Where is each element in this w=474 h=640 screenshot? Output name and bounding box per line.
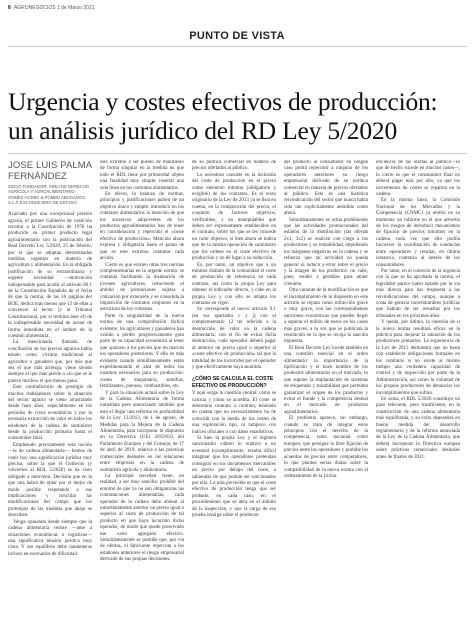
paragraph: El Real Decreto Ley incide también en una cuestión esencial en el orden alimentario: la importancia de la tipificación y el buen nombre de los productos alimentarios en el mercado, lo que supone la implantación de sistemas de etiquetado y trazabilidad que permitan garantizar el origen de los productos y evitar el fraude y la competencia desleal en el mercado de productos agroalimentarios.: [284, 345, 368, 415]
article-column-1: [8, 160, 92, 630]
publication-name: AGRONEGOCIOS: [13, 5, 56, 11]
paragraph: Venga opinando desde siempre que la cadena alimentaria resiste —ante a situaciones económicas o logísticas— una significativa tensión jurídica muy clara. Y ese equilibrio debe mantenerse incluso en escenarios de dificultad.: [8, 519, 92, 557]
headline-divider: [8, 153, 466, 154]
paragraph: Y aquí surge la cuestión central: cómo se calcula y cómo se acredita. El coste se determina contrato a contrato, teniendo en cuenta que no necesariamente ha de coincidir con la media de los costes de una explotación tipo, ni tampoco con índices oficiales o con datos estadísticos.: [192, 391, 276, 435]
paragraph: Empleando precisamente esta noción —la de cadena alimentaria— hemos de venir hoy una significación jurídica muy precisa, sobre la que el Gobierno (y volvemos al RDL 5/2020) se ha visto obligado a intervenir. Decisión que en la que una habrá de optar por el mejor de modo posible respetando a sus implicaciones y conciliar las modificaciones del campo que los prototipos de las medidas que abajo se describen.: [8, 442, 92, 519]
paragraph: En la misma línea, la Comisión Nacional de los Mercados y la Competencia (CNMC) ya emitió en su momento un informe en el que advertía de los riesgos de introducir mecanismos de fijación de precios mínimos en la cadena, toda vez que ello podría favorecer la coordinación de conductas entre operadores y resultar, en última instancia, contrario al interés de los consumidores.: [376, 198, 460, 268]
article-column-4: [284, 160, 368, 630]
paragraph: Otra variante de la modificación es que el incumplimiento de lo dispuesto en este artículo se reputa como infracción grave o muy grave, con las correspondientes sanciones económicas que pueden llegar a superar el millón de euros en los casos más graves, a la vez que se publicará la resolución en la que se recoja la sanción impuesta.: [284, 288, 368, 345]
section-title: PUNTO DE VISTA: [189, 30, 285, 42]
paragraph: Es, por tanto, un objetivo que a un mínimo distinto de la comunidad el coste de producción de referencia en cada contrato, así como la propia Ley para obtener el indicador directo, y cabe en la propia Ley y con ello se adapta los contratos en vigor.: [192, 262, 276, 306]
paragraph: Se corresponde al nuevo artículo 9.1 (en sus apartados c y j) con el complementario 12 ter referido a la destrucción de valor en la cadena alimentaria: con el fin de evitar dicha destrucción, cada operador deberá pagar al anterior un precio igual o superior al «coste efectivo de producción» tal que la totalidad de los incurridos por el operador y que efectivamente haya asumido.: [192, 307, 276, 370]
subheading: ¿CÓMO SE CALCULA EL COSTE EFECTIVO DE PRODUCCIÓN?: [192, 376, 274, 389]
publication-date: 1 de Marzo 2021: [56, 5, 95, 11]
paragraph: Por tanto, en el contexto de la urgencia con la que se ha aprobado la norma, el legislador parece haber optado por la vía más directa para dar respuesta a las reivindicaciones del campo, aunque a costa de generar incertidumbres jurídicas que habrán de ser resueltas por los tribunales en los próximos años.: [376, 268, 460, 319]
paragraph: En suma, el RDL 5/2020 constituye un paso relevante, pero insuficiente, en la construcción de una cadena alimentaria más equilibrada, y su éxito dependerá en buena medida del desarrollo reglamentario y de la reforma anunciada de la Ley de la Cadena Alimentaria, que deberá incorporar la Directiva europea sobre prácticas comerciales desleales antes de finales de 2021.: [376, 397, 460, 460]
author-name: JOSE LUIS PALMA FERNÁNDEZ: [8, 160, 92, 182]
paragraph: La mencionada llamada de conciliación de los precios agrarios había estado como víctima tradicional al agricultor o ganadero que, por más que sea el que más arriesga, viene siendo siempre el que más pierde o «lo que se le parece mucho» el que menos gana.: [8, 340, 92, 384]
paragraph: Este contradictorio de prestigio de muchos trabajadores sobre la situación del sector agrario se viene arrastrando desde hace años, especialmente en los periodos de crisis económicas y por la necesaria extracción de valor en todos los eslabones de la cadena de suministro desde la producción primaria hasta el consumidor final.: [8, 385, 92, 442]
paragraph: Acaciado por una excepcional presión agraria, el primer Gobierno de coalición recortar a la Constitución de 1978 ha producido su primer producto legal agroalimentario con la publicación del Real Decreto Ley 5/2020, 25 de febrero, por el que se adoptan determinadas medidas urgentes en materia de agricultura y alimentación. En la obligada justificación de su extraordinaria y urgente necesidad —motivación indispensable para acudir al artículo 86.1 de la Constitución Española de el fecha de que la norma, de las 16 páginas del BOE, dedica más menos que 13 de ellas a convencer al lector (y al Tribunal Constitucional, por si termina ante él) de la indispensable necesidad de actuar de forma inmediata en el ámbito de la cuestión alimentaria.: [8, 212, 92, 339]
paragraph: Si bien la propia Ley y el régimen sancionador cubren lo relativo a un eventual incumplimiento, resulta difícil imaginar que los operadores pretendan consignar en sus documentos mercantiles un precio por debajo del coste, a sabiendas de que podrán ser sancionados por ello. Lo más previsible es que el coste efectivo de producción tenga que ser probado, en cada caso, en el procedimiento que se abra en el ámbito de la inspección, y que la carga de esa prueba recaiga sobre el productor.: [192, 436, 276, 518]
paragraph: este extremo a ser puesto de manifiesto de forma singular en la medida en que todo el RDL tiene por primordial objeto una finalidad muy simple: insertar una sola línea en los contratos alimentarios.: [100, 160, 184, 191]
paragraph: de su política comercial en materia de precios ofertados al público.: [192, 160, 276, 172]
paragraph: del producto al consumidor en ningún caso podrá repercutir a ninguno de los operadores anteriores su riesgo empresarial derivado de su política comercial en materia de precios ofertados al público. Esta es una histórica reivindicación del sector que nunca había sido tan explícitamente atendida como ahora.: [284, 160, 368, 217]
paragraph: Simultáneamente se actúa prohibiendo que las actividades promocionales del eslabón de la distribución (las ofertas 2x1, 3x2) se realicen con cargo a los productores y su rentabilidad, impidiendo los márgenes negativos en la cadena y se refuerza que tal actividad no pueda generar ni inducir a error sobre el precio y la imagen de los productos: no cabe, pues, vender a pérdidas para atraer clientela.: [284, 217, 368, 287]
top-divider: [8, 46, 466, 47]
paragraph: El problema aparece, sin embargo, cuando se trata de integrar estos principios con el derecho de la competencia, tanto nacional como europeo, que persigue la libre fijación de precios entre los operadores y prohíbe los acuerdos de precios entre competidores, lo que plantea serias dudas sobre la compatibilidad de la nueva norma con el ordenamiento de la Unión.: [284, 416, 368, 479]
paragraph: Cierto es que existen otras tres normas complementarias en la urgente norma: se continúa facilitando la instalación de jóvenes agricultores, reduciendo el ámbito de prestaciones sujetas a cotización por extensión y se consolida la imposición de contratos conjuntos en la estructura de los contratos.: [100, 262, 184, 313]
paragraph: Y queda, por último, la cuestión de si la nueva norma resultará eficaz en la práctica para mejorar la situación de los productores primarios. La experiencia de la Ley de 2013 demuestra que no basta con establecer obligaciones formales en los contratos si no existe al mismo tiempo una verdadera capacidad de control y de inspección por parte de la Administración, así como la voluntad de los propios productores de denunciar los incumplimientos que sufran.: [376, 320, 460, 396]
article-column-3: [192, 160, 276, 630]
paragraph: Lo novedoso consiste en la inclusión del coste de producción en el precio como elemento mínimo (obligatorio y exigible) de los contratos. Es el texto originario de la Ley de 2013 ya se lista en cuenta, en la composición del precio, el conjunto de factores objetivos, verificables, y no manipulables que deben ser expresamente establecidos en el contrato, sobre los que se les concede un valor objetivo, si bien ahora se indica que de la misma operación de suministro que los ordene en el coste efectivo de producción y no dé lugar a su reducción.: [192, 172, 276, 262]
page-header: [8, 5, 95, 11]
headline: Urgencia y costes efectivos de producción: un análisis jurídico del RD Ley 5/2020: [8, 87, 438, 145]
paragraph: La principal novedad viene, en realidad, a ser muy sencilla: prohíbir del entorno de que ya no son obligatorias las contrataciones alimentarias, cada operador de la cadena debe abonar al inmediatamente anterior un precio igual o superior al coste de producción de tal producto en que haya incurrido dicho operador, de modo que quede preservado ese valor agregado efectivo. Simultáneamente se prohíbe que, por vía de ofertas, el fabricante repercuta a los eslabones anteriores el riesgo empresarial derivado de sus propias decisiones.: [100, 473, 184, 563]
article-column-2: [100, 160, 184, 630]
paragraph: eficiencia de las ofertas al público—lo que de hecho sucede en muchos casos—, lo cierto es que el consumidor final no deberá pagar más por ello, ya que los incrementos de costes se reparten en la cadena.: [376, 160, 460, 198]
paragraph: Parte la singularidad de la nueva norma de una comprobación fáctica evidente: los agricultores y ganaderos han venido a perder progresivamente gran parte de su capacidad económica al tener que «pactar» a los precios que les marcan los operadores posteriores. Y ello en más evidente cuando simultáneamente están experimentando el alza de todos los insumos necesarios para su producción: costes de maquinaria, semillas, fertilizantes, piensos, combustibles, etc.: [100, 313, 184, 390]
paragraph: Y para la situación actual sobre la Ley de la Cadena Alimentaria de forma inmediata pero anunciando también que está el llegar una reforma en profundidad de la Ley 12/2013, de 1 de agosto, de Medidas para la Mejora de la Cadena Alimentaria, para incorporar lo dispuesto en la Directiva (UE) 2019/633 del Parlamento Europeo y del Consejo, de 17 de abril de 2019, relativa a las prácticas comerciales desleales en las relaciones entre empresas en la cadena de suministro agrícola y alimentario.: [100, 390, 184, 473]
author-roles: SOCIO FUNDADOR, ÁREA DE DERECHO AGRÍCOLA Y AGROALIMENTARIO · GÓMEZ-ACEBO & POMBO ABOGADOS S.L.P. EXCONSEJERO DE ESTADO: [8, 184, 89, 205]
page-number: 8: [8, 5, 11, 11]
paragraph: En efecto, la balanza de normas, principios y justificaciones parten de un objetivo único y simple: introducir en los contratos alimentarios la mención de que los sucesivos adquirentes de los productos agroalimentarios han de tener en consideración y repercutir el «coste efectivo de producción». Mención ahora expresa y obligatoria hasta el punto de que es este extremo contratar cada acción.: [100, 192, 184, 262]
article-column-5: [376, 160, 460, 630]
